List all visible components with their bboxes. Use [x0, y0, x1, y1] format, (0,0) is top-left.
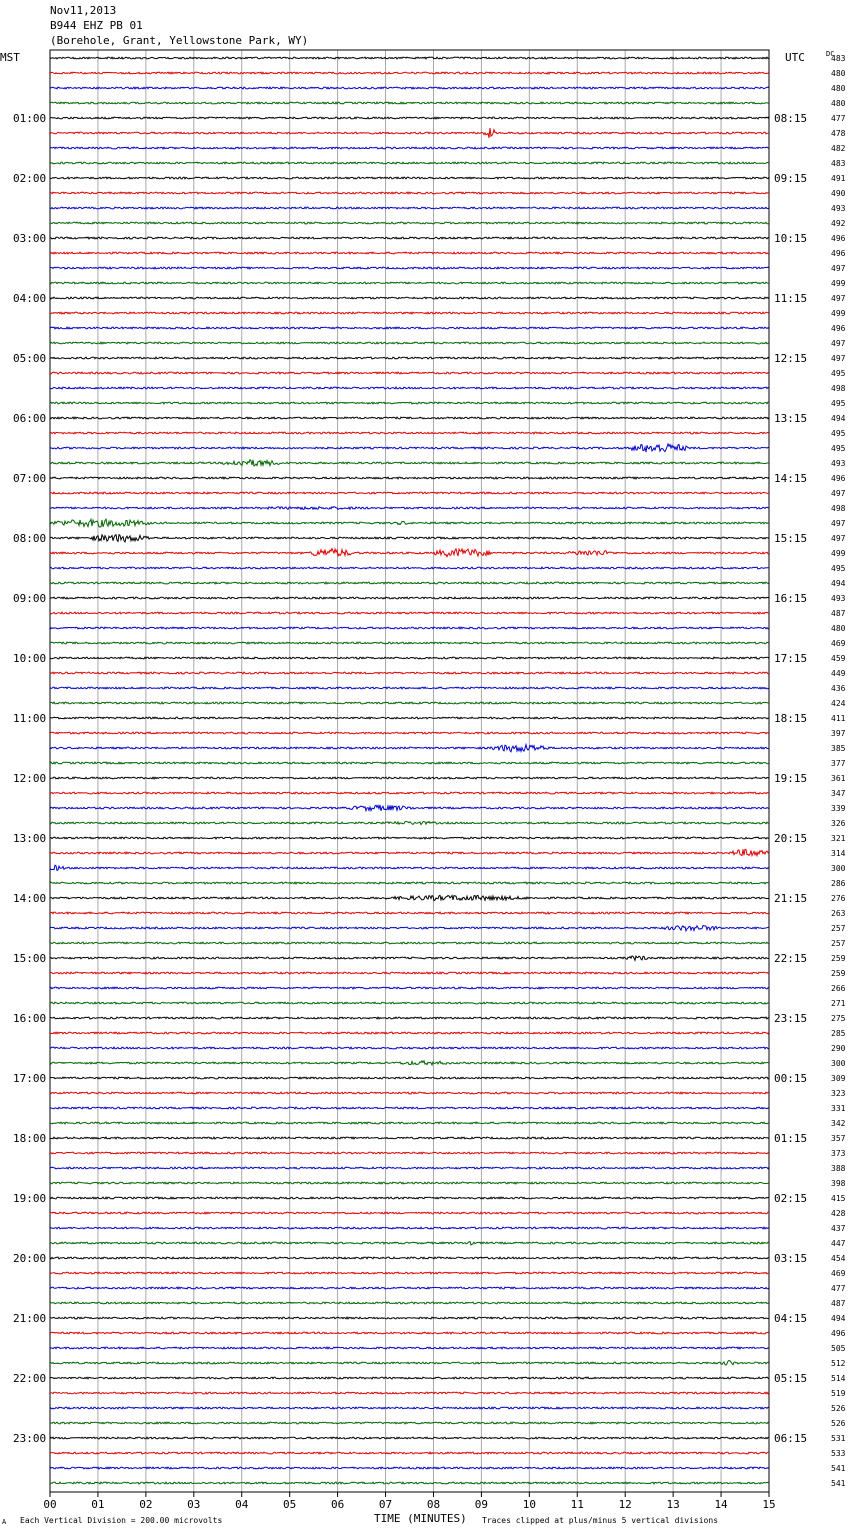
dc-offset-label: 469	[831, 1269, 846, 1278]
mst-hour-label: 05:00	[13, 352, 47, 365]
dc-offset-label: 331	[831, 1104, 846, 1113]
dc-offset-label: 497	[831, 489, 846, 498]
seismic-trace	[50, 687, 769, 689]
seismic-trace	[50, 102, 769, 104]
mst-hour-label: 02:00	[13, 172, 47, 185]
dc-offset-label: 357	[831, 1134, 846, 1143]
mst-hour-label: 07:00	[13, 472, 47, 485]
seismic-trace	[50, 1407, 769, 1409]
dc-offset-label: 388	[831, 1164, 846, 1173]
dc-offset-label: 497	[831, 294, 846, 303]
seismic-trace	[50, 1347, 769, 1349]
dc-offset-label: 497	[831, 264, 846, 273]
seismic-trace	[50, 57, 769, 59]
x-tick-label: 04	[235, 1498, 249, 1511]
utc-hour-label: 14:15	[774, 472, 808, 485]
dc-offset-label: 477	[831, 114, 846, 123]
utc-hour-label: 11:15	[774, 292, 808, 305]
utc-hour-label: 19:15	[774, 772, 808, 785]
dc-offset-label: 541	[831, 1479, 846, 1488]
dc-offset-label: 437	[831, 1224, 846, 1233]
x-tick-label: 11	[570, 1498, 584, 1511]
seismic-trace	[50, 702, 769, 704]
x-tick-label: 05	[283, 1498, 297, 1511]
dc-offset-label: 495	[831, 369, 846, 378]
seismic-trace	[50, 507, 769, 510]
dc-offset-label: 483	[831, 54, 846, 63]
dc-offset-label: 447	[831, 1239, 846, 1248]
seismic-trace	[50, 1092, 769, 1094]
seismic-trace	[50, 732, 769, 734]
dc-offset-label: 499	[831, 309, 846, 318]
dc-offset-label: 541	[831, 1464, 846, 1473]
dc-offset-label: 342	[831, 1119, 846, 1128]
mst-hour-label: 19:00	[13, 1192, 47, 1205]
dc-offset-label: 496	[831, 1329, 846, 1338]
x-tick-label: 01	[91, 1498, 105, 1511]
seismic-trace	[50, 117, 769, 119]
seismic-trace	[50, 87, 769, 89]
dc-offset-label: 415	[831, 1194, 846, 1203]
utc-hour-label: 23:15	[774, 1012, 808, 1025]
seismic-trace	[50, 222, 769, 224]
dc-offset-label: 494	[831, 579, 846, 588]
seismic-trace	[50, 492, 769, 494]
seismic-trace	[50, 252, 769, 254]
x-axis-label: TIME (MINUTES)	[374, 1512, 467, 1525]
seismic-trace	[50, 657, 769, 659]
dc-offset-label: 347	[831, 789, 846, 798]
utc-hour-label: 06:15	[774, 1432, 808, 1445]
seismic-trace	[50, 1137, 769, 1139]
seismic-trace	[50, 535, 769, 542]
dc-offset-label: 323	[831, 1089, 846, 1098]
mst-hour-label: 10:00	[13, 652, 47, 665]
x-tick-label: 12	[618, 1498, 632, 1511]
dc-offset-label: 480	[831, 99, 846, 108]
seismic-trace	[50, 1422, 769, 1424]
dc-offset-label: 533	[831, 1449, 846, 1458]
seismic-trace	[50, 1061, 769, 1065]
seismic-trace	[50, 1002, 769, 1004]
seismic-trace	[50, 207, 769, 209]
utc-hour-label: 15:15	[774, 532, 808, 545]
dc-offset-label: 496	[831, 474, 846, 483]
seismic-trace	[50, 177, 769, 179]
seismic-trace	[50, 956, 769, 960]
seismic-trace	[50, 1317, 769, 1319]
seismic-trace	[50, 627, 769, 629]
seismic-trace	[50, 312, 769, 314]
seismic-trace	[50, 1227, 769, 1229]
x-tick-label: 02	[139, 1498, 153, 1511]
seismic-trace	[50, 912, 769, 914]
dc-offset-label: 496	[831, 234, 846, 243]
mst-axis-label: MST	[0, 51, 20, 64]
seismic-trace	[50, 1302, 769, 1304]
dc-offset-label: 494	[831, 1314, 846, 1323]
mst-hour-label: 15:00	[13, 952, 47, 965]
utc-hour-label: 22:15	[774, 952, 808, 965]
dc-offset-label: 487	[831, 609, 846, 618]
utc-hour-label: 17:15	[774, 652, 808, 665]
dc-offset-label: 495	[831, 444, 846, 453]
seismic-trace	[50, 237, 769, 239]
utc-hour-label: 04:15	[774, 1312, 808, 1325]
dc-offset-label: 314	[831, 849, 846, 858]
dc-offset-label: 498	[831, 504, 846, 513]
dc-offset-label: 397	[831, 729, 846, 738]
dc-offset-label: 285	[831, 1029, 846, 1038]
seismic-trace	[50, 777, 769, 779]
dc-offset-label: 271	[831, 999, 846, 1008]
plot-date: Nov11,2013	[50, 4, 117, 17]
dc-offset-label: 385	[831, 744, 846, 753]
seismic-trace	[50, 444, 769, 452]
seismic-trace	[50, 805, 769, 811]
seismic-trace	[50, 372, 769, 374]
dc-offset-label: 263	[831, 909, 846, 918]
utc-hour-label: 21:15	[774, 892, 808, 905]
utc-axis-label: UTC	[785, 51, 805, 64]
plot-frame	[50, 50, 769, 1492]
seismic-trace	[50, 477, 769, 479]
dc-offset-label: 286	[831, 879, 846, 888]
seismic-trace	[50, 672, 769, 674]
seismic-trace	[50, 642, 769, 644]
dc-offset-label: 497	[831, 339, 846, 348]
seismic-trace	[50, 745, 769, 752]
dc-offset-label: 321	[831, 834, 846, 843]
dc-offset-label: 309	[831, 1074, 846, 1083]
x-tick-label: 08	[426, 1498, 441, 1511]
utc-hour-label: 20:15	[774, 832, 808, 845]
dc-offset-label: 480	[831, 84, 846, 93]
seismic-trace	[50, 849, 769, 855]
dc-offset-label: 266	[831, 984, 846, 993]
dc-offset-label: 497	[831, 519, 846, 528]
clip-note: Traces clipped at plus/minus 5 vertical divisions	[482, 1516, 719, 1525]
x-tick-label: 03	[187, 1498, 201, 1511]
seismic-trace	[50, 387, 769, 389]
mst-hour-label: 03:00	[13, 232, 47, 245]
utc-hour-label: 18:15	[774, 712, 808, 725]
dc-offset-label: 493	[831, 594, 846, 603]
seismic-trace	[50, 792, 769, 794]
mst-hour-label: 06:00	[13, 412, 47, 425]
dc-offset-label: 436	[831, 684, 846, 693]
dc-offset-label: 300	[831, 1059, 846, 1068]
seismic-trace	[50, 865, 769, 870]
seismic-trace	[50, 1107, 769, 1109]
utc-hour-label: 13:15	[774, 412, 808, 425]
seismic-trace	[50, 1257, 769, 1259]
station-code: B944 EHZ PB 01	[50, 19, 143, 32]
seismic-trace	[50, 128, 769, 138]
x-tick-label: 14	[714, 1498, 728, 1511]
dc-offset-label: 491	[831, 174, 846, 183]
seismic-trace	[50, 882, 769, 884]
utc-hour-label: 08:15	[774, 112, 808, 125]
dc-offset-label: 494	[831, 414, 846, 423]
dc-offset-label: 377	[831, 759, 846, 768]
dc-offset-label: 495	[831, 564, 846, 573]
seismic-trace	[50, 147, 769, 149]
seismic-trace	[50, 1272, 769, 1274]
seismic-trace	[50, 357, 769, 359]
dc-offset-label: 496	[831, 249, 846, 258]
seismic-trace	[50, 1212, 769, 1214]
seismic-trace	[50, 1122, 769, 1124]
utc-hour-label: 05:15	[774, 1372, 808, 1385]
dc-offset-label: 480	[831, 624, 846, 633]
seismic-trace	[50, 972, 769, 974]
mst-hour-label: 21:00	[13, 1312, 47, 1325]
seismic-trace	[50, 926, 769, 931]
station-location: (Borehole, Grant, Yellowstone Park, WY)	[50, 34, 309, 47]
mst-hour-label: 13:00	[13, 832, 47, 845]
dc-offset-label: 361	[831, 774, 846, 783]
mst-hour-label: 23:00	[13, 1432, 47, 1445]
mst-hour-label: 12:00	[13, 772, 47, 785]
dc-offset-label: 424	[831, 699, 846, 708]
dc-offset-label: 469	[831, 639, 846, 648]
dc-axis-label: DC	[826, 50, 835, 58]
utc-hour-label: 09:15	[774, 172, 808, 185]
seismic-trace	[50, 612, 769, 614]
dc-offset-label: 483	[831, 159, 846, 168]
dc-offset-label: 497	[831, 534, 846, 543]
seismic-trace	[50, 1242, 769, 1245]
seismic-trace	[50, 162, 769, 164]
x-tick-label: 15	[762, 1498, 776, 1511]
dc-offset-label: 495	[831, 399, 846, 408]
mst-hour-label: 01:00	[13, 112, 47, 125]
seismic-trace	[50, 267, 769, 269]
seismic-trace	[50, 327, 769, 329]
seismic-trace	[50, 567, 769, 569]
x-tick-label: 10	[522, 1498, 536, 1511]
seismic-trace	[50, 1182, 769, 1184]
seismic-trace	[50, 1152, 769, 1154]
seismic-trace	[50, 297, 769, 299]
seismic-trace	[50, 1167, 769, 1169]
x-tick-label: 07	[378, 1498, 393, 1511]
seismic-trace	[50, 942, 769, 944]
seismic-trace	[50, 1482, 769, 1484]
mst-hour-label: 14:00	[13, 892, 47, 905]
seismic-trace	[50, 1017, 769, 1019]
seismic-trace	[50, 717, 769, 719]
dc-offset-label: 496	[831, 324, 846, 333]
seismic-trace	[50, 1032, 769, 1034]
mst-hour-label: 20:00	[13, 1252, 47, 1265]
scale-mark: A	[2, 1518, 7, 1526]
seismic-trace	[50, 1077, 769, 1079]
dc-offset-label: 454	[831, 1254, 846, 1263]
seismic-trace	[50, 822, 769, 825]
seismic-trace	[50, 1332, 769, 1334]
scale-note: Each Vertical Division = 200.00 microvolts	[20, 1516, 223, 1525]
dc-offset-label: 482	[831, 144, 846, 153]
dc-offset-label: 492	[831, 219, 846, 228]
dc-offset-label: 339	[831, 804, 846, 813]
mst-hour-label: 08:00	[13, 532, 47, 545]
seismic-trace	[50, 1467, 769, 1469]
seismic-trace	[50, 1197, 769, 1199]
seismic-trace	[50, 582, 769, 584]
dc-offset-label: 495	[831, 429, 846, 438]
x-tick-label: 00	[43, 1498, 57, 1511]
dc-offset-label: 499	[831, 279, 846, 288]
dc-offset-label: 276	[831, 894, 846, 903]
seismic-trace	[50, 1377, 769, 1379]
utc-hour-label: 10:15	[774, 232, 808, 245]
dc-offset-label: 526	[831, 1404, 846, 1413]
dc-offset-label: 449	[831, 669, 846, 678]
mst-hour-label: 16:00	[13, 1012, 47, 1025]
seismic-trace	[50, 519, 769, 527]
mst-hour-label: 17:00	[13, 1072, 47, 1085]
seismic-trace	[50, 549, 769, 557]
seismic-trace	[50, 342, 769, 344]
dc-offset-label: 411	[831, 714, 846, 723]
dc-offset-label: 300	[831, 864, 846, 873]
dc-offset-label: 493	[831, 204, 846, 213]
dc-offset-label: 526	[831, 1419, 846, 1428]
dc-offset-label: 257	[831, 939, 846, 948]
dc-offset-label: 290	[831, 1044, 846, 1053]
mst-hour-label: 18:00	[13, 1132, 47, 1145]
dc-offset-label: 498	[831, 384, 846, 393]
seismic-trace	[50, 1452, 769, 1454]
seismic-trace	[50, 432, 769, 434]
utc-hour-label: 03:15	[774, 1252, 808, 1265]
dc-offset-label: 519	[831, 1389, 846, 1398]
seismic-trace	[50, 417, 769, 419]
x-tick-label: 13	[666, 1498, 680, 1511]
utc-hour-label: 16:15	[774, 592, 808, 605]
dc-offset-label: 275	[831, 1014, 846, 1023]
seismic-trace	[50, 1392, 769, 1394]
seismic-trace	[50, 1287, 769, 1289]
dc-offset-label: 428	[831, 1209, 846, 1218]
seismic-trace	[50, 762, 769, 764]
seismic-trace	[50, 1047, 769, 1049]
dc-offset-label: 257	[831, 924, 846, 933]
seismic-trace	[50, 895, 769, 900]
mst-hour-label: 09:00	[13, 592, 47, 605]
dc-offset-label: 487	[831, 1299, 846, 1308]
seismic-trace	[50, 72, 769, 74]
dc-offset-label: 497	[831, 354, 846, 363]
utc-hour-label: 00:15	[774, 1072, 808, 1085]
seismic-trace	[50, 402, 769, 404]
dc-offset-label: 398	[831, 1179, 846, 1188]
mst-hour-label: 22:00	[13, 1372, 47, 1385]
utc-hour-label: 02:15	[774, 1192, 808, 1205]
dc-offset-label: 499	[831, 549, 846, 558]
dc-offset-label: 459	[831, 654, 846, 663]
mst-hour-label: 11:00	[13, 712, 47, 725]
mst-hour-label: 04:00	[13, 292, 47, 305]
dc-offset-label: 493	[831, 459, 846, 468]
dc-offset-label: 512	[831, 1359, 846, 1368]
dc-offset-label: 505	[831, 1344, 846, 1353]
x-tick-label: 09	[474, 1498, 489, 1511]
seismic-trace	[50, 192, 769, 194]
seismic-trace	[50, 460, 769, 466]
dc-offset-label: 514	[831, 1374, 846, 1383]
seismic-trace	[50, 597, 769, 599]
seismic-trace	[50, 282, 769, 284]
dc-offset-label: 259	[831, 954, 846, 963]
seismic-trace	[50, 837, 769, 839]
dc-offset-label: 480	[831, 69, 846, 78]
dc-offset-label: 477	[831, 1284, 846, 1293]
seismic-trace	[50, 1437, 769, 1439]
dc-offset-label: 478	[831, 129, 846, 138]
dc-offset-label: 490	[831, 189, 846, 198]
dc-offset-label: 373	[831, 1149, 846, 1158]
utc-hour-label: 01:15	[774, 1132, 808, 1145]
x-tick-label: 06	[330, 1498, 345, 1511]
utc-hour-label: 12:15	[774, 352, 808, 365]
dc-offset-label: 326	[831, 819, 846, 828]
dc-offset-label: 531	[831, 1434, 846, 1443]
seismic-trace	[50, 1361, 769, 1366]
seismic-trace	[50, 987, 769, 989]
dc-offset-label: 259	[831, 969, 846, 978]
